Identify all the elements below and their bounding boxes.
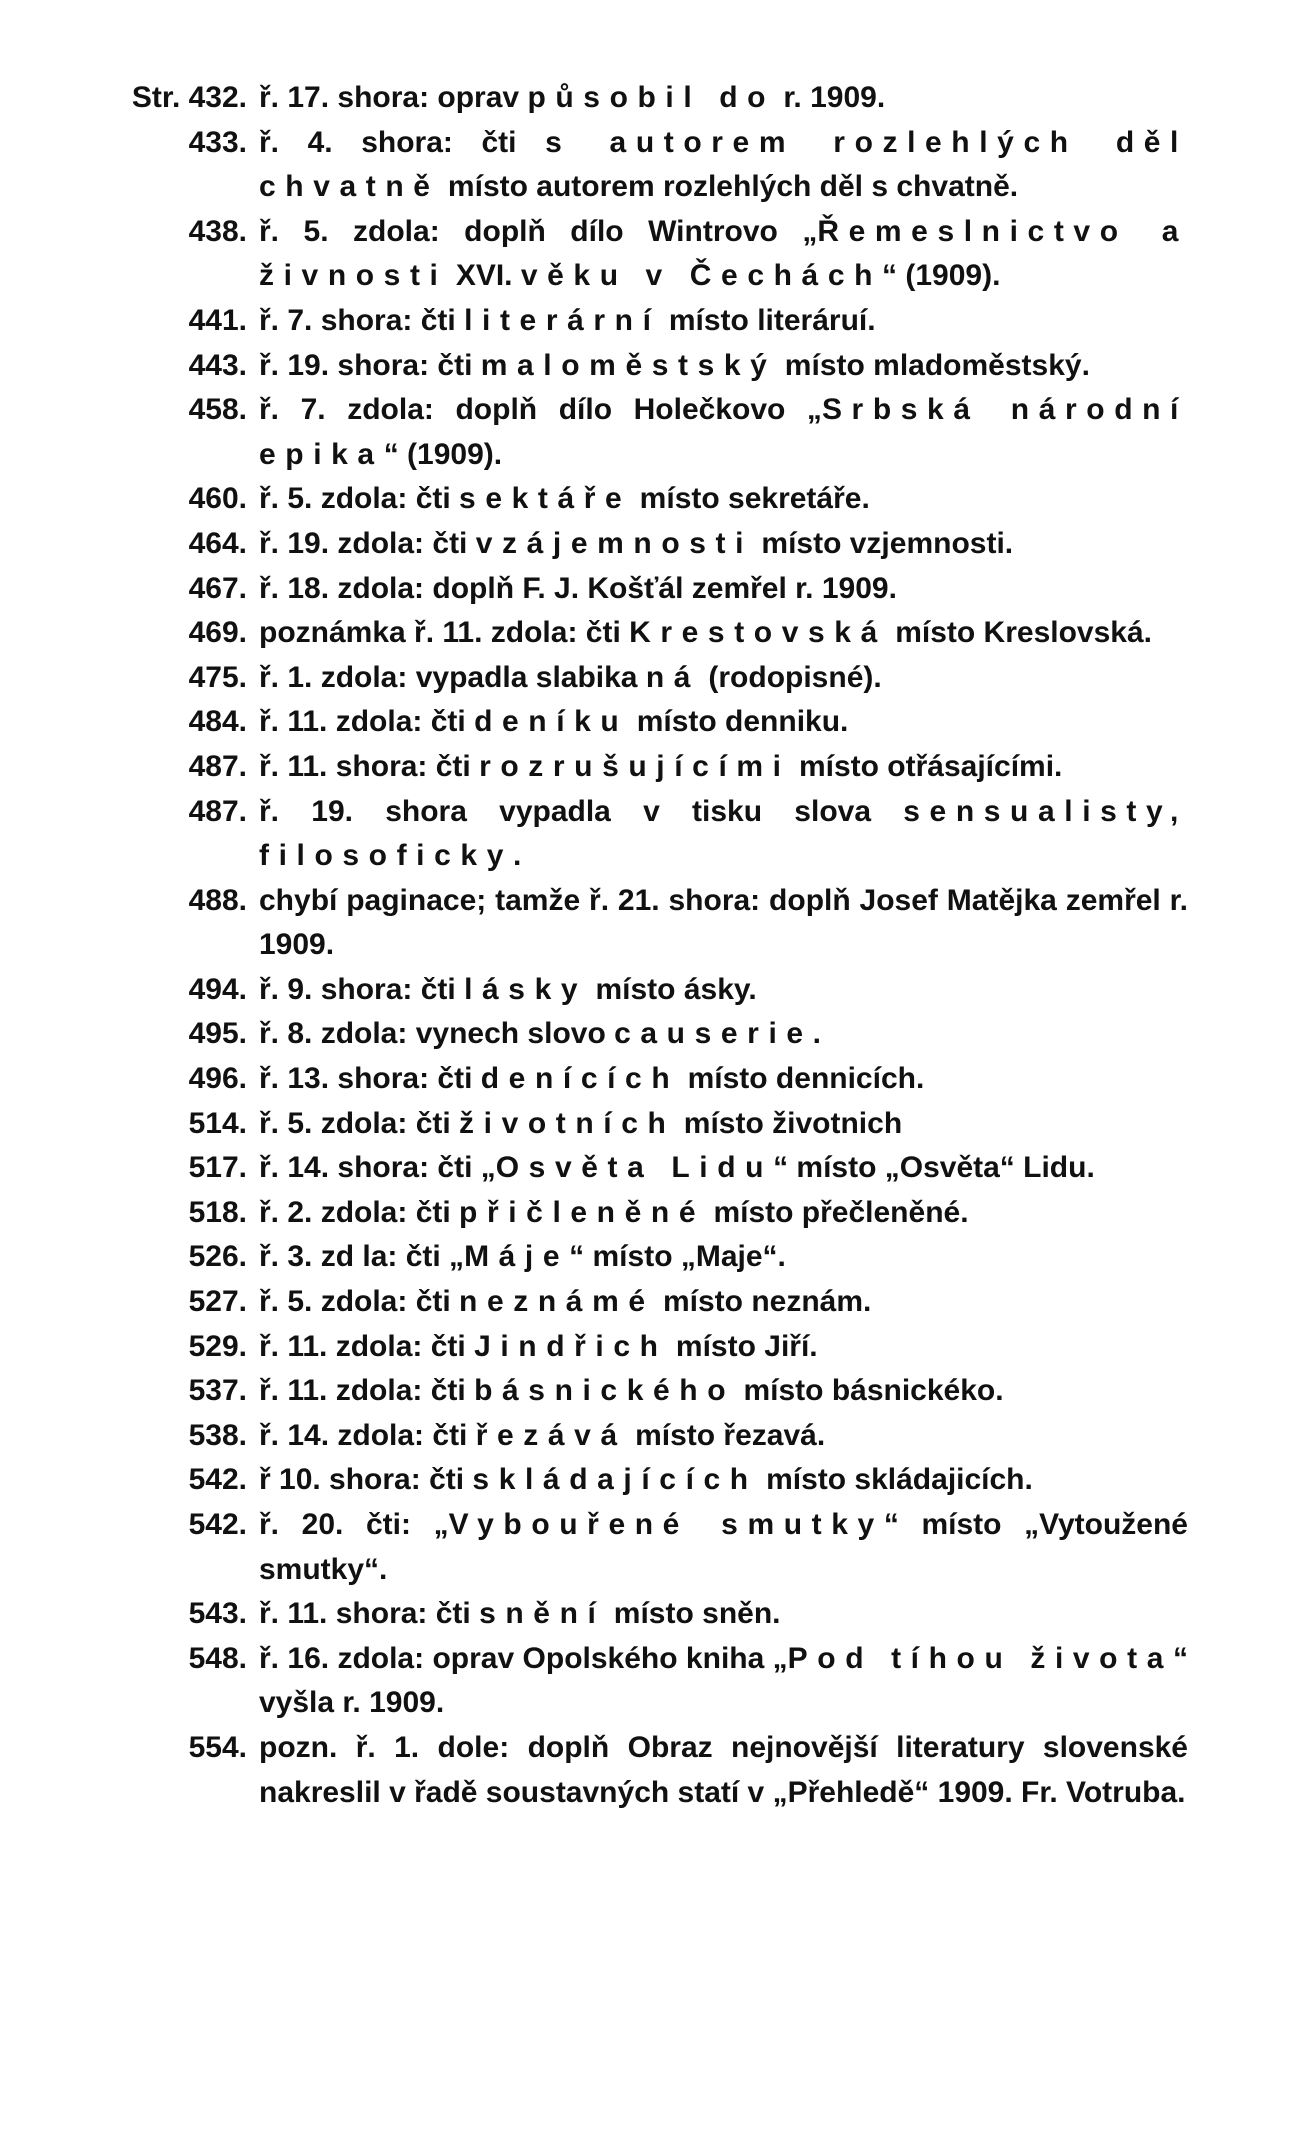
spaced-emphasis: s autorem rozlehlých děl chvatně xyxy=(259,125,1188,204)
spaced-emphasis: sektáře xyxy=(459,482,632,516)
page-number: 438. xyxy=(188,214,247,248)
spaced-emphasis: lásky xyxy=(464,972,588,1006)
text-segment: ř. 7. zdola: doplň dílo Holečkovo „ xyxy=(259,393,822,427)
text-segment: ř. 11. shora: čti xyxy=(259,1597,480,1631)
spaced-emphasis: skládajících xyxy=(472,1463,758,1497)
text-segment: “ místo „Osvěta“ Lidu. xyxy=(773,1151,1095,1185)
errata-entry xyxy=(108,1592,1188,1637)
text-segment: ř. 14. zdola: čti xyxy=(259,1418,476,1452)
text-segment: místo neznám. xyxy=(654,1285,872,1319)
text-segment: . xyxy=(512,839,522,873)
page-number: 467. xyxy=(188,571,247,605)
correction-text xyxy=(259,1414,1188,1459)
correction-text xyxy=(259,567,1188,612)
text-segment: místo skládajicích. xyxy=(757,1463,1033,1497)
spaced-emphasis: přičleněné xyxy=(459,1195,706,1229)
text-segment: ř. 18. zdola: doplň F. J. Košťál zemřel r. 1909. xyxy=(259,571,897,605)
page-number: 495. xyxy=(188,1017,247,1051)
errata-entry xyxy=(108,1280,1188,1325)
page-number: 543. xyxy=(188,1597,247,1631)
correction-text xyxy=(259,1191,1188,1236)
text-segment: ř. 4. shora: čti xyxy=(259,125,546,159)
spaced-emphasis: Krestovská xyxy=(629,616,887,650)
text-segment: ř. 5. zdola: čti xyxy=(259,1285,460,1319)
page-number: 494. xyxy=(188,972,247,1006)
page-number: 469. xyxy=(188,616,247,650)
errata-entry xyxy=(108,611,1188,656)
spaced-emphasis: Pod tíhou života xyxy=(787,1641,1173,1675)
errata-entry xyxy=(108,968,1188,1013)
page-number: 542. xyxy=(188,1463,247,1497)
text-segment: místo řezavá. xyxy=(626,1418,826,1452)
correction-text xyxy=(259,1726,1188,1815)
spaced-emphasis: Máje xyxy=(464,1240,570,1274)
text-segment: ř. 5. zdola: doplň dílo Wintrovo „ xyxy=(259,214,818,248)
errata-entry xyxy=(108,1369,1188,1414)
text-segment: ř. 9. shora: čti xyxy=(259,972,465,1006)
correction-text xyxy=(259,1637,1188,1726)
page-number: 529. xyxy=(188,1329,247,1363)
spaced-emphasis: působil do xyxy=(527,81,776,114)
text-segment: “ místo „Maje“. xyxy=(569,1240,786,1274)
text-segment: (rodopisné). xyxy=(700,660,882,694)
correction-text xyxy=(259,76,1188,121)
errata-entry xyxy=(108,388,1188,477)
text-segment: ř. 7. shora: čti xyxy=(259,303,465,337)
errata-entry xyxy=(108,1235,1188,1280)
text-segment: ř. 17. shora: oprav xyxy=(259,81,528,114)
correction-text xyxy=(259,344,1188,389)
text-segment: místo literáruí. xyxy=(660,303,876,337)
correction-text xyxy=(259,700,1188,745)
errata-entry xyxy=(108,76,1188,121)
spaced-emphasis: Srbská národní epika xyxy=(259,393,1188,471)
spaced-emphasis: Osvěta Lidu xyxy=(495,1151,774,1185)
errata-page xyxy=(108,76,1188,1815)
correction-text xyxy=(259,1369,1188,1414)
text-segment: ř. 11. zdola: čti xyxy=(259,705,475,739)
correction-text xyxy=(259,210,1188,299)
spaced-emphasis: snění xyxy=(479,1597,606,1631)
errata-entry xyxy=(108,700,1188,745)
text-segment: . xyxy=(812,1017,822,1051)
text-segment: místo ásky. xyxy=(587,972,757,1006)
text-segment: ř. 11. shora: čti xyxy=(259,749,480,783)
text-segment: místo vzjemnosti. xyxy=(753,526,1014,560)
page-number: 441. xyxy=(188,303,247,337)
spaced-emphasis: rozrušujícími xyxy=(479,749,791,783)
correction-text xyxy=(259,522,1188,567)
errata-entry xyxy=(108,1726,1188,1815)
spaced-emphasis: causerie xyxy=(614,1017,813,1051)
text-segment: místo Kreslovská. xyxy=(886,616,1152,650)
page-number: 484. xyxy=(188,705,247,739)
text-segment: ř. 5. zdola: čti xyxy=(259,482,460,516)
correction-text xyxy=(259,745,1188,790)
text-segment: místo sekretáře. xyxy=(631,482,870,516)
errata-entry xyxy=(108,477,1188,522)
page-number: 475. xyxy=(188,660,247,694)
errata-entry xyxy=(108,522,1188,567)
page-number: 554. xyxy=(188,1730,247,1764)
errata-entry xyxy=(108,656,1188,701)
correction-text xyxy=(259,879,1188,968)
text-segment: ř. 8. zdola: vynech slovo xyxy=(259,1017,615,1051)
text-segment: místo sněn. xyxy=(605,1597,781,1631)
correction-text xyxy=(259,1146,1188,1191)
text-segment: “ vyšla r. 1909. xyxy=(259,1641,1188,1720)
text-segment: chybí paginace; tamže ř. 21. shora: doplň Josef Matějka zemřel r. 1909. xyxy=(259,883,1188,962)
page-number: 458. xyxy=(188,393,247,427)
errata-entry xyxy=(108,745,1188,790)
errata-entry xyxy=(108,1414,1188,1459)
spaced-emphasis: věku v Čechách xyxy=(520,259,883,293)
text-segment: místo otřásajícími. xyxy=(790,749,1063,783)
page-number: 496. xyxy=(188,1062,247,1096)
text-segment: ř. 13. shora: čti xyxy=(259,1062,481,1096)
page-number: 518. xyxy=(188,1195,247,1229)
page-number: 487. xyxy=(188,794,247,828)
spaced-emphasis: deníku xyxy=(474,705,629,739)
text-segment: ř. 11. zdola: čti xyxy=(259,1374,475,1408)
spaced-emphasis: básnického xyxy=(474,1374,736,1408)
correction-text xyxy=(259,656,1188,701)
text-segment: místo autorem rozlehlých děl s chvatně. xyxy=(439,170,1019,204)
correction-text xyxy=(259,611,1188,656)
page-number: 548. xyxy=(188,1641,247,1675)
errata-entry xyxy=(108,1012,1188,1057)
page-number: 487. xyxy=(188,749,247,783)
spaced-emphasis: sensualisty, filosoficky xyxy=(259,794,1188,873)
text-segment: ř. 3. zd la: čti „ xyxy=(259,1240,465,1274)
errata-entry xyxy=(108,344,1188,389)
correction-text xyxy=(259,299,1188,344)
page-number: 517. xyxy=(188,1151,247,1185)
spaced-emphasis: literární xyxy=(464,303,661,337)
errata-entry xyxy=(108,1637,1188,1726)
page-number: 526. xyxy=(188,1240,247,1274)
errata-entry xyxy=(108,1057,1188,1102)
correction-text xyxy=(259,121,1188,210)
errata-entry xyxy=(108,879,1188,968)
correction-text xyxy=(259,1592,1188,1637)
page-number: 542. xyxy=(188,1508,247,1541)
page-number: 538. xyxy=(188,1418,247,1452)
text-segment: ř. 11. zdola: čti xyxy=(259,1329,475,1363)
correction-text xyxy=(259,477,1188,522)
spaced-emphasis: řezává xyxy=(475,1418,627,1452)
text-segment: místo přečleněné. xyxy=(705,1195,969,1229)
text-segment: ř. 1. zdola: vypadla slabika xyxy=(259,660,646,694)
page-number: 514. xyxy=(188,1106,247,1140)
page-number: 488. xyxy=(188,883,247,917)
spaced-emphasis: ná xyxy=(645,660,701,694)
correction-text xyxy=(259,1102,1188,1147)
text-segment: ř 10. shora: čti xyxy=(259,1463,473,1497)
spaced-emphasis: Vybouřené smutky xyxy=(448,1508,884,1541)
text-segment: “ (1909). xyxy=(882,259,1001,293)
spaced-emphasis: vzájemnosti xyxy=(475,526,754,560)
correction-text xyxy=(259,1503,1188,1592)
errata-entry xyxy=(108,1325,1188,1370)
text-segment: ř. 19. shora vypadla v tisku slova xyxy=(259,794,904,828)
errata-entry xyxy=(108,210,1188,299)
text-segment: místo životnich xyxy=(675,1106,903,1140)
correction-text xyxy=(259,1280,1188,1325)
errata-entry xyxy=(108,567,1188,612)
text-segment: ř. 16. zdola: oprav Opolského kniha „ xyxy=(259,1641,788,1675)
errata-entry xyxy=(108,790,1188,879)
spaced-emphasis: denících xyxy=(480,1062,680,1096)
spaced-emphasis: neznámé xyxy=(459,1285,655,1319)
text-segment: ř. 19. shora: čti xyxy=(259,348,481,382)
page-number: 433. xyxy=(188,125,247,159)
spaced-emphasis: maloměstský xyxy=(480,348,777,382)
text-segment: místo denniku. xyxy=(628,705,849,739)
page-number: 537. xyxy=(188,1374,247,1408)
text-segment: r. 1909. xyxy=(775,81,886,114)
text-segment: místo dennicích. xyxy=(679,1062,925,1096)
text-segment: ř. 5. zdola: čti xyxy=(259,1106,460,1140)
page-number: 460. xyxy=(188,482,247,516)
text-segment: ř. 14. shora: čti „ xyxy=(259,1151,496,1185)
text-segment: ř. 20. čti: „ xyxy=(259,1508,449,1541)
page-number: Str. 432. xyxy=(131,81,247,114)
errata-entry xyxy=(108,1458,1188,1503)
text-segment: místo básnickéko. xyxy=(735,1374,1004,1408)
correction-text xyxy=(259,1057,1188,1102)
correction-text xyxy=(259,1012,1188,1057)
errata-entry xyxy=(108,1102,1188,1147)
text-segment: ř. 2. zdola: čti xyxy=(259,1195,460,1229)
errata-entry xyxy=(108,1191,1188,1236)
errata-entry xyxy=(108,121,1188,210)
errata-entry xyxy=(108,299,1188,344)
correction-text xyxy=(259,790,1188,879)
text-segment: ř. 19. zdola: čti xyxy=(259,526,476,560)
text-segment: místo mladoměstský. xyxy=(776,348,1090,382)
correction-text xyxy=(259,1235,1188,1280)
correction-text xyxy=(259,388,1188,477)
correction-text xyxy=(259,1458,1188,1503)
page-number: 443. xyxy=(188,348,247,382)
spaced-emphasis: Řemeslnictvo a živnosti xyxy=(259,214,1188,293)
page-number: 464. xyxy=(188,526,247,560)
correction-text xyxy=(259,968,1188,1013)
text-segment: poznámka ř. 11. zdola: čti xyxy=(259,616,630,650)
text-segment: “ místo „Vytoužené smutky“. xyxy=(259,1508,1188,1586)
text-segment: “ (1909). xyxy=(383,437,503,471)
spaced-emphasis: Jindřich xyxy=(474,1329,668,1363)
text-segment: pozn. ř. 1. dole: doplň Obraz nejnovější literatury slovenské nakreslil v řadě soustavných statí v „Přehledě“ 1909. Fr. Votruba. xyxy=(259,1730,1188,1809)
text-segment: XVI. xyxy=(447,259,521,293)
spaced-emphasis: životních xyxy=(459,1106,676,1140)
text-segment: místo Jiří. xyxy=(667,1329,818,1363)
correction-text xyxy=(259,1325,1188,1370)
errata-entry xyxy=(108,1503,1188,1592)
errata-entry xyxy=(108,1146,1188,1191)
page-number: 527. xyxy=(188,1285,247,1319)
